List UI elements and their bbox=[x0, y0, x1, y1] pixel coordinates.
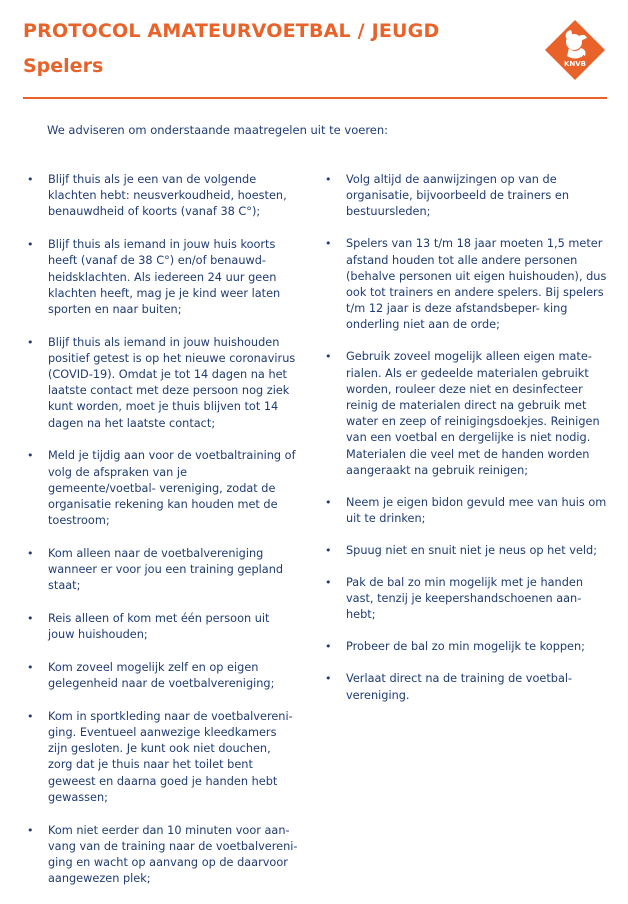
bullet-icon: • bbox=[27, 660, 34, 674]
bullet-icon: • bbox=[27, 709, 34, 723]
bullet-icon: • bbox=[325, 350, 332, 364]
list-item: • Reis alleen of kom met één persoon uit jouw huishouden; bbox=[27, 611, 270, 642]
list-item: • Neem je eigen bidon gevuld mee van huis om uit te drinken; bbox=[325, 495, 607, 526]
list-item: • Kom zoveel mogelijk zelf en op eigen gelegenheid naar de voetbalvereniging; bbox=[27, 660, 275, 691]
bullet-icon: • bbox=[325, 495, 332, 509]
knvb-logo bbox=[543, 18, 607, 82]
bullet-icon: • bbox=[325, 640, 332, 654]
svg-text:KNVB: KNVB bbox=[563, 60, 587, 68]
bullet-icon: • bbox=[325, 237, 332, 251]
list-item: • Blijf thuis als je een van de volgende klachten hebt: neusverkoudheid, hoesten, benauwdheid of koorts (vanaf 38 C°); bbox=[27, 173, 287, 219]
bullet-icon: • bbox=[27, 173, 34, 186]
bullet-icon: • bbox=[27, 546, 34, 560]
right-column-list bbox=[322, 172, 608, 720]
list-item: • Kom in sportkleding naar de voetbalvereni- ging. Eventueel aanwezige kleedkamers zijn gesloten. Je kunt ook niet douchen, zorg dat je thuis naar het toilet bent geweest en daarna goed je handen hebt gewassen; bbox=[27, 709, 293, 804]
list-item: • Spuug niet en snuit niet je neus op het veld; bbox=[322, 543, 608, 559]
intro-text: We adviseren om onderstaande maatregelen uit te voeren: bbox=[47, 123, 389, 137]
left-column-list bbox=[24, 172, 298, 904]
list-item: • Blijf thuis als iemand in jouw huis koorts heeft (vanaf de 38 C°) en/of benauwd- heidsklachten. Als iedereen 24 uur geen klachten heeft, mag je je kind weer laten sporten en naar buiten; bbox=[27, 238, 281, 316]
list-item: • Kom niet eerder dan 10 minuten voor aan- vang van de training naar de voetbalvereni- ging en wacht op aanvang op de daarvoor aangewezen plek; bbox=[27, 823, 298, 886]
page-title: PROTOCOL AMATEURVOETBAL / JEUGD bbox=[23, 20, 440, 42]
list-item: • Pak de bal zo min mogelijk met je handen vast, tenzij je keepershandschoenen aan- hebt; bbox=[325, 576, 583, 622]
list-item: • Kom alleen naar de voetbalvereniging wanneer er voor jou een training gepland staat; bbox=[27, 546, 284, 593]
bullet-icon: • bbox=[325, 576, 332, 590]
bullet-icon: • bbox=[27, 449, 34, 463]
bullet-icon: • bbox=[325, 173, 332, 186]
bullet-icon: • bbox=[27, 238, 34, 252]
bullet-icon: • bbox=[325, 544, 332, 558]
bullet-icon: • bbox=[27, 823, 34, 837]
header-divider bbox=[23, 97, 607, 99]
page-subtitle: Spelers bbox=[23, 55, 104, 77]
list-item: • Meld je tijdig aan voor de voetbaltraining of volg de afspraken van je gemeente/voetbal- vereniging, zodat de organisatie rekening kan houden met de toestroom; bbox=[27, 449, 296, 528]
list-item: • Blijf thuis als iemand in jouw huishouden positief getest is op het nieuwe coronavirus (COVID-19). Omdat je tot 14 dagen na het laatste contact met deze persoon nog ziek kunt worden, moet je thuis blijven tot 14 dagen na het laatste contact; bbox=[27, 335, 296, 430]
list-item: • Gebruik zoveel mogelijk alleen eigen mate- rialen. Als er gedeelde materialen gebruikt worden, rouleer deze niet en desinfecteer reinig de materialen direct na gebruik met water en zeep of reinigingsdoekjes. Reinigen van een voetbal en dergelijke is niet nodig. Materialen die veel met de handen worden aangeraakt na gebruik reinigen; bbox=[325, 350, 600, 477]
bullet-icon: • bbox=[325, 672, 332, 686]
bullet-icon: • bbox=[27, 335, 34, 349]
list-item: • Probeer de bal zo min mogelijk te koppen; bbox=[322, 639, 608, 655]
list-item: • Verlaat direct na de training de voetbal- vereniging. bbox=[325, 672, 573, 702]
bullet-icon: • bbox=[27, 611, 34, 625]
list-item: • Volg altijd de aanwijzingen op van de organisatie, bijvoorbeeld de trainers en bestuursleden; bbox=[325, 173, 570, 219]
list-item: • Spelers van 13 t/m 18 jaar moeten 1,5 meter afstand houden tot alle andere personen (behalve personen uit eigen huishouden), dus ook tot trainers en andere spelers. Bij spelers t/m 12 jaar is deze afstandsbeper- king onderling niet aan de orde; bbox=[325, 237, 607, 332]
